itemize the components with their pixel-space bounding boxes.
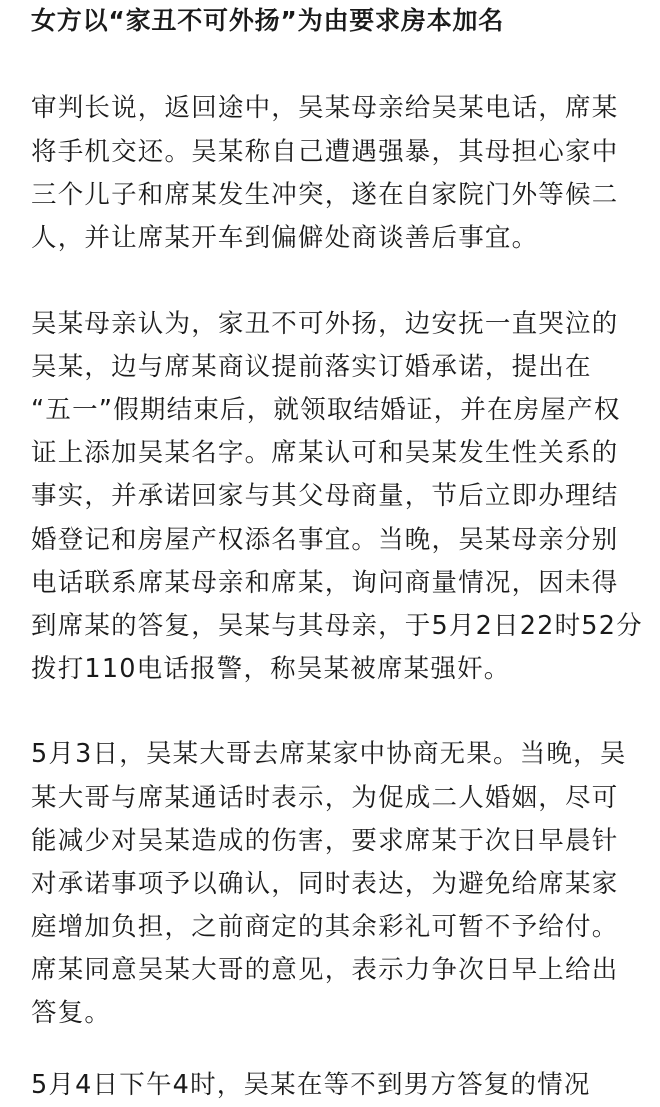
paragraph-line: 将手机交还。吴某称自己遭遇强暴，其母担心家中 [31, 137, 619, 167]
paragraph-line: 答复。 [31, 998, 112, 1028]
paragraph-line: 5月4日下午4时，吴某在等不到男方答复的情况 [31, 1070, 591, 1100]
paragraph-line: 审判长说，返回途中，吴某母亲给吴某电话，席某 [31, 93, 619, 123]
paragraph-line: 到席某的答复，吴某与其母亲，于5月2日22时52分 [31, 611, 643, 641]
paragraph-line: 婚登记和房屋产权添名事宜。当晚，吴某母亲分别 [31, 525, 619, 555]
paragraph-line: 某大哥与席某通话时表示，为促成二人婚姻，尽可 [31, 783, 619, 813]
paragraph-line: 拨打110电话报警，称吴某被席某强奸。 [31, 654, 511, 684]
paragraph-line: “五一”假期结束后，就领取结婚证，并在房屋产权 [31, 395, 621, 425]
paragraph-line: 三个儿子和席某发生冲突，遂在自家院门外等候二 [31, 180, 619, 210]
paragraph-line: 能减少对吴某造成的伤害，要求席某于次日早晨针 [31, 826, 619, 856]
paragraph-line: 人，并让席某开车到偏僻处商谈善后事宜。 [31, 223, 539, 253]
paragraph-line: 庭增加负担，之前商定的其余彩礼可暂不予给付。 [31, 912, 619, 942]
paragraph-line: 事实，并承诺回家与其父母商量，节后立即办理结 [31, 481, 619, 511]
paragraph-line: 电话联系席某母亲和席某，询问商量情况，因未得 [31, 568, 619, 598]
headline: 女方以“家丑不可外扬”为由要求房本加名 [31, 6, 505, 35]
paragraph-line: 吴某，边与席某商议提前落实订婚承诺，提出在 [31, 352, 592, 382]
paragraph-line: 5月3日，吴某大哥去席某家中协商无果。当晚，吴 [31, 739, 627, 769]
paragraph-line: 证上添加吴某名字。席某认可和吴某发生性关系的 [31, 438, 619, 468]
paragraph-line: 吴某母亲认为，家丑不可外扬，边安抚一直哭泣的 [31, 309, 619, 339]
paragraph-line: 席某同意吴某大哥的意见，表示力争次日早上给出 [31, 955, 619, 985]
paragraph-line: 对承诺事项予以确认，同时表达，为避免给席某家 [31, 869, 619, 899]
